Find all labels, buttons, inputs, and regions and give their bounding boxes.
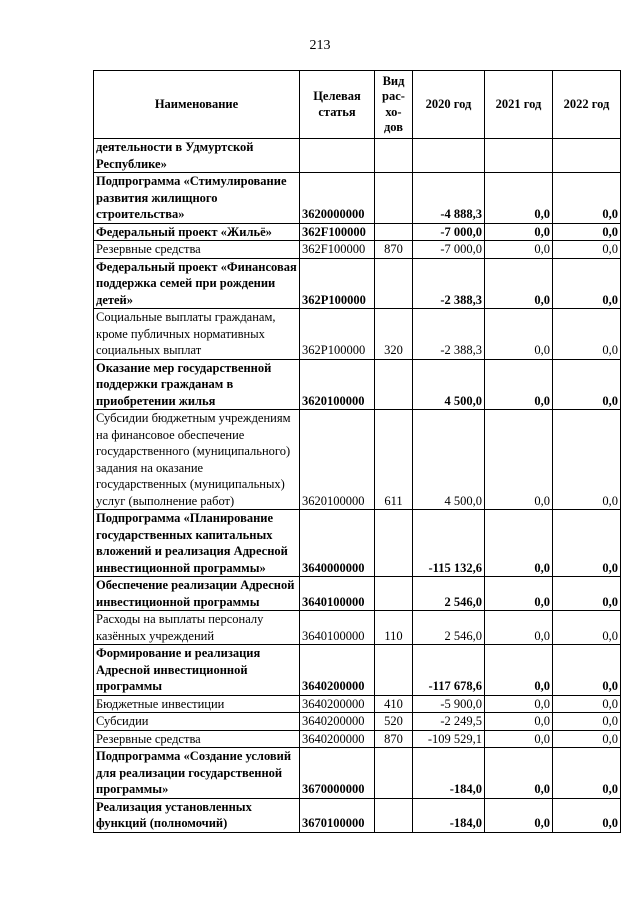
header-2021: 2021 год [485,71,553,139]
table-row [94,798,621,832]
cell-y2022: 0,0 [553,410,621,510]
cell-code: 3640200000 [300,730,375,748]
cell-y2020: -5 900,0 [413,695,485,713]
budget-table [93,70,621,833]
table-row [94,730,621,748]
cell-y2020: -4 888,3 [413,173,485,224]
cell-vid [375,173,413,224]
cell-vid: 320 [375,309,413,360]
cell-name: Оказание мер государственной поддержки гражданам в приобретении жилья [94,359,300,410]
cell-y2021: 0,0 [485,510,553,577]
cell-vid: 611 [375,410,413,510]
cell-y2020: -117 678,6 [413,645,485,696]
page-number: 213 [309,38,331,53]
header-name: Наименование [94,71,300,139]
cell-y2020: 2 546,0 [413,611,485,645]
cell-name: деятельности в Удмуртской Республике» [94,139,300,173]
cell-y2020: -184,0 [413,798,485,832]
cell-vid: 520 [375,713,413,731]
cell-y2022: 0,0 [553,309,621,360]
cell-name: Федеральный проект «Финансовая поддержка семей при рождении детей» [94,258,300,309]
cell-code: 362F100000 [300,241,375,259]
cell-y2020: 2 546,0 [413,577,485,611]
cell-y2020: -184,0 [413,748,485,799]
cell-name: Подпрограмма «Создание условий для реализации государственной программы» [94,748,300,799]
cell-y2021: 0,0 [485,309,553,360]
cell-name: Формирование и реализация Адресной инвестиционной программы [94,645,300,696]
table-row [94,577,621,611]
table-header-row [94,71,621,139]
cell-name: Обеспечение реализации Адресной инвестиционной программы [94,577,300,611]
cell-code: 362F100000 [300,223,375,241]
table-row [94,241,621,259]
cell-name: Подпрограмма «Стимулирование развития жилищного строительства» [94,173,300,224]
table-row [94,611,621,645]
cell-name: Реализация установленных функций (полномочий) [94,798,300,832]
cell-y2021: 0,0 [485,730,553,748]
cell-vid: 110 [375,611,413,645]
cell-y2022: 0,0 [553,695,621,713]
cell-name: Бюджетные инвестиции [94,695,300,713]
header-2020: 2020 год [413,71,485,139]
cell-vid: 870 [375,241,413,259]
cell-y2020: -115 132,6 [413,510,485,577]
cell-y2020: -7 000,0 [413,241,485,259]
cell-y2022: 0,0 [553,510,621,577]
cell-y2022: 0,0 [553,713,621,731]
cell-vid: 870 [375,730,413,748]
cell-y2020: -109 529,1 [413,730,485,748]
cell-vid [375,748,413,799]
table-body [94,139,621,833]
cell-y2021: 0,0 [485,748,553,799]
cell-y2021: 0,0 [485,410,553,510]
table-row [94,713,621,731]
cell-vid [375,258,413,309]
cell-code: 3640100000 [300,611,375,645]
cell-name: Резервные средства [94,730,300,748]
cell-code: 3620100000 [300,410,375,510]
cell-name: Субсидии [94,713,300,731]
cell-vid [375,359,413,410]
table-row [94,223,621,241]
cell-vid [375,577,413,611]
cell-y2020: -2 249,5 [413,713,485,731]
cell-y2022: 0,0 [553,359,621,410]
cell-y2021: 0,0 [485,258,553,309]
table-row [94,695,621,713]
cell-name: Подпрограмма «Планирование государственных капитальных вложений и реализация Адресной инвестиционной программы» [94,510,300,577]
cell-y2021: 0,0 [485,223,553,241]
cell-vid [375,798,413,832]
cell-y2020: 4 500,0 [413,410,485,510]
table-row [94,510,621,577]
table-row [94,410,621,510]
cell-y2022: 0,0 [553,748,621,799]
cell-vid [375,510,413,577]
cell-vid [375,223,413,241]
cell-y2021: 0,0 [485,173,553,224]
cell-y2022: 0,0 [553,645,621,696]
cell-code: 3670100000 [300,798,375,832]
cell-y2022: 0,0 [553,223,621,241]
table-row [94,309,621,360]
cell-name: Резервные средства [94,241,300,259]
cell-code: 362P100000 [300,258,375,309]
table-row [94,645,621,696]
cell-y2020: -2 388,3 [413,309,485,360]
cell-code: 3640200000 [300,713,375,731]
cell-code: 3620000000 [300,173,375,224]
table-row [94,139,621,173]
table-row [94,258,621,309]
cell-y2021: 0,0 [485,798,553,832]
cell-y2022: 0,0 [553,173,621,224]
cell-y2022: 0,0 [553,241,621,259]
cell-y2021: 0,0 [485,695,553,713]
cell-y2022: 0,0 [553,611,621,645]
cell-code: 3640200000 [300,645,375,696]
header-code: Целевая статья [300,71,375,139]
cell-vid [375,139,413,173]
cell-name: Федеральный проект «Жильё» [94,223,300,241]
cell-y2022: 0,0 [553,730,621,748]
cell-y2021: 0,0 [485,577,553,611]
cell-vid [375,645,413,696]
cell-name: Субсидии бюджетным учреждениям на финансовое обеспечение государственного (муниципального) задания на оказание государственных (муниципальных) услуг (выполнение работ) [94,410,300,510]
cell-vid: 410 [375,695,413,713]
cell-y2021 [485,139,553,173]
cell-name: Расходы на выплаты персоналу казённых учреждений [94,611,300,645]
table-row [94,748,621,799]
table-row [94,359,621,410]
cell-code: 3640000000 [300,510,375,577]
cell-y2021: 0,0 [485,611,553,645]
cell-code [300,139,375,173]
cell-y2022 [553,139,621,173]
cell-y2021: 0,0 [485,645,553,696]
cell-code: 362P100000 [300,309,375,360]
cell-code: 3640200000 [300,695,375,713]
cell-y2020: 4 500,0 [413,359,485,410]
cell-y2022: 0,0 [553,577,621,611]
cell-y2022: 0,0 [553,798,621,832]
cell-y2020 [413,139,485,173]
cell-y2020: -7 000,0 [413,223,485,241]
cell-code: 3670000000 [300,748,375,799]
cell-y2022: 0,0 [553,258,621,309]
cell-code: 3620100000 [300,359,375,410]
cell-code: 3640100000 [300,577,375,611]
cell-y2021: 0,0 [485,241,553,259]
cell-y2021: 0,0 [485,359,553,410]
cell-y2021: 0,0 [485,713,553,731]
header-vid: Вид рас-хо-дов [375,71,413,139]
cell-name: Социальные выплаты гражданам, кроме публичных нормативных социальных выплат [94,309,300,360]
cell-y2020: -2 388,3 [413,258,485,309]
header-2022: 2022 год [553,71,621,139]
table-row [94,173,621,224]
